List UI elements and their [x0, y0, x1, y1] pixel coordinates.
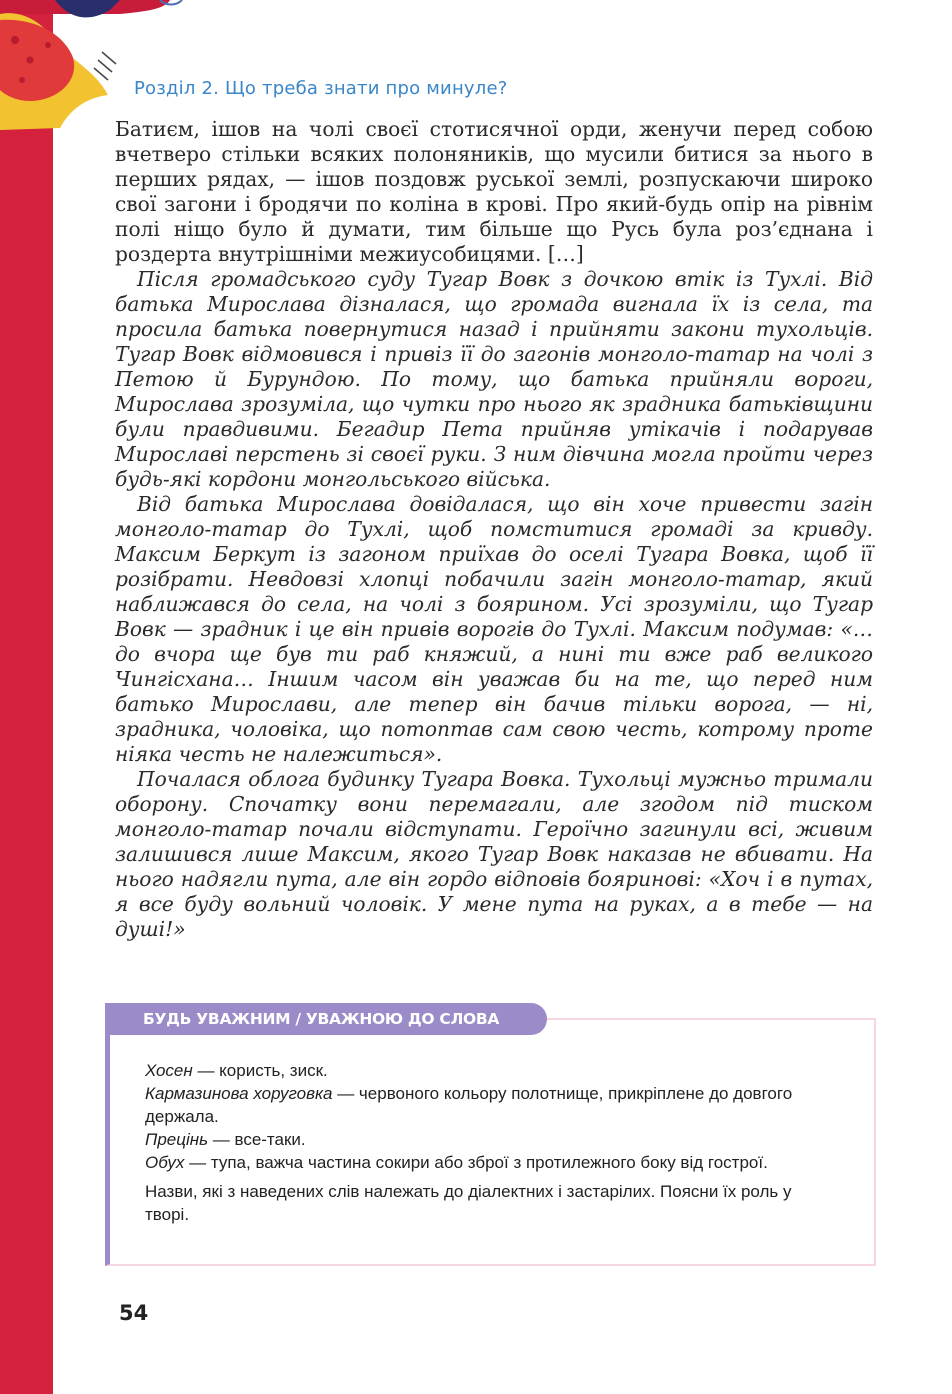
vocab-entry [145, 1151, 835, 1174]
vocab-term: Обух [145, 1153, 185, 1172]
main-text [115, 117, 873, 942]
vocab-term: Кармазинова хоруговка [145, 1084, 333, 1103]
paragraph-1: Батиєм, ішов на чолі своєї стотисячної орди, женучи перед собою вчетверо стільки всяких полоняників, що мусили битися за нього в перших рядах, — ішов поздовж руської землі, розпускаючи широко свої загони і бродячи по коліна в крові. Про який-будь опір на рівнім полі ніщо було й думати, тим більше що Русь була роз’єднана і роздерта внутрішніми межиусобицями. […] [115, 117, 873, 266]
vocab-definition: — все-таки. [208, 1130, 306, 1149]
vocab-task: Назви, які з наведених слів належать до діалектних і застарілих. Поясни їх роль у творі. [145, 1182, 792, 1224]
vocab-entry [145, 1128, 835, 1151]
paragraph-3: Від батька Мирослава довідалася, що він хоче привести загін монголо-татар до Тухлі, щоб помститися громаді за кривду. Максим Беркут із загоном приїхав до оселі Тугара Вовка, щоб її розібрати. Невдовзі хлопці побачили загін монголо-татар, який наближався до села, на чолі з боярином. Усі зрозуміли, що Тугар Вовк — зрадник і це він привів ворогів до Тухлі. Максим подумав: «… до вчора ще був ти раб княжий, а нині ти вже раб великого Чингісхана… Іншим часом він уважав би на те, що перед ним батько Мирослави, але тепер він бачив тільки ворога, — ні, зрадника, чоловіка, що потоптав сам свою честь, котрому проте ніяка честь не належиться». [115, 492, 873, 766]
paragraph-2: Після громадського суду Тугар Вовк з дочкою втік із Тухлі. Від батька Мирослава дізналася, що громада вигнала їх із села, та просила батька повернутися назад і прийняти закони тухольців. Тугар Вовк відмовився і привіз її до загонів монголо-татар на чолі з Петою й Бурундою. По тому, що батька прийняли вороги, Мирослава зрозуміла, що чутки про нього як зрадника батьківщини були правдивими. Бегадир Пета прийняв утікачів і подарував Мирославі перстень зі своєї руки. З ним дівчина могла пройти через будь-які кордони монгольського війська. [115, 267, 873, 491]
vocab-term: Прецінь [145, 1130, 209, 1149]
vocab-definition: — користь, зиск. [192, 1061, 328, 1080]
vocab-entry [145, 1082, 835, 1128]
vocab-term: Хосен [145, 1061, 193, 1080]
paragraph-4: Почалася облога будинку Тугара Вовка. Тухольці мужньо тримали оборону. Спочатку вони перемагали, але згодом під тиском монголо-татар почали відступати. Героїчно загинули всі, живим залишився лише Максим, якого Тугар Вовк наказав не вбивати. На нього надягли пута, але він гордо відповів бояринові: «Хоч і в путах, я все буду вольний чоловік. У мене пута на руках, а в тебе — на душі!» [115, 767, 873, 941]
vocab-definition: — тупа, важча частина сокири або зброї з протилежного боку від гострої. [184, 1153, 768, 1172]
vocabulary-content [145, 1059, 835, 1226]
vocabulary-box [105, 1003, 873, 1265]
vocabulary-title: БУДЬ УВАЖНИМ / УВАЖНОЮ ДО СЛОВА [105, 1003, 547, 1035]
vocab-entry [145, 1059, 835, 1082]
vocab-definition: — червоного кольору полотнище, прикріплене до довгого держала. [145, 1084, 793, 1126]
left-color-band [0, 0, 53, 1394]
chapter-title: Розділ 2. Що треба знати про минуле? [134, 78, 508, 99]
page-number: 54 [119, 1301, 149, 1325]
